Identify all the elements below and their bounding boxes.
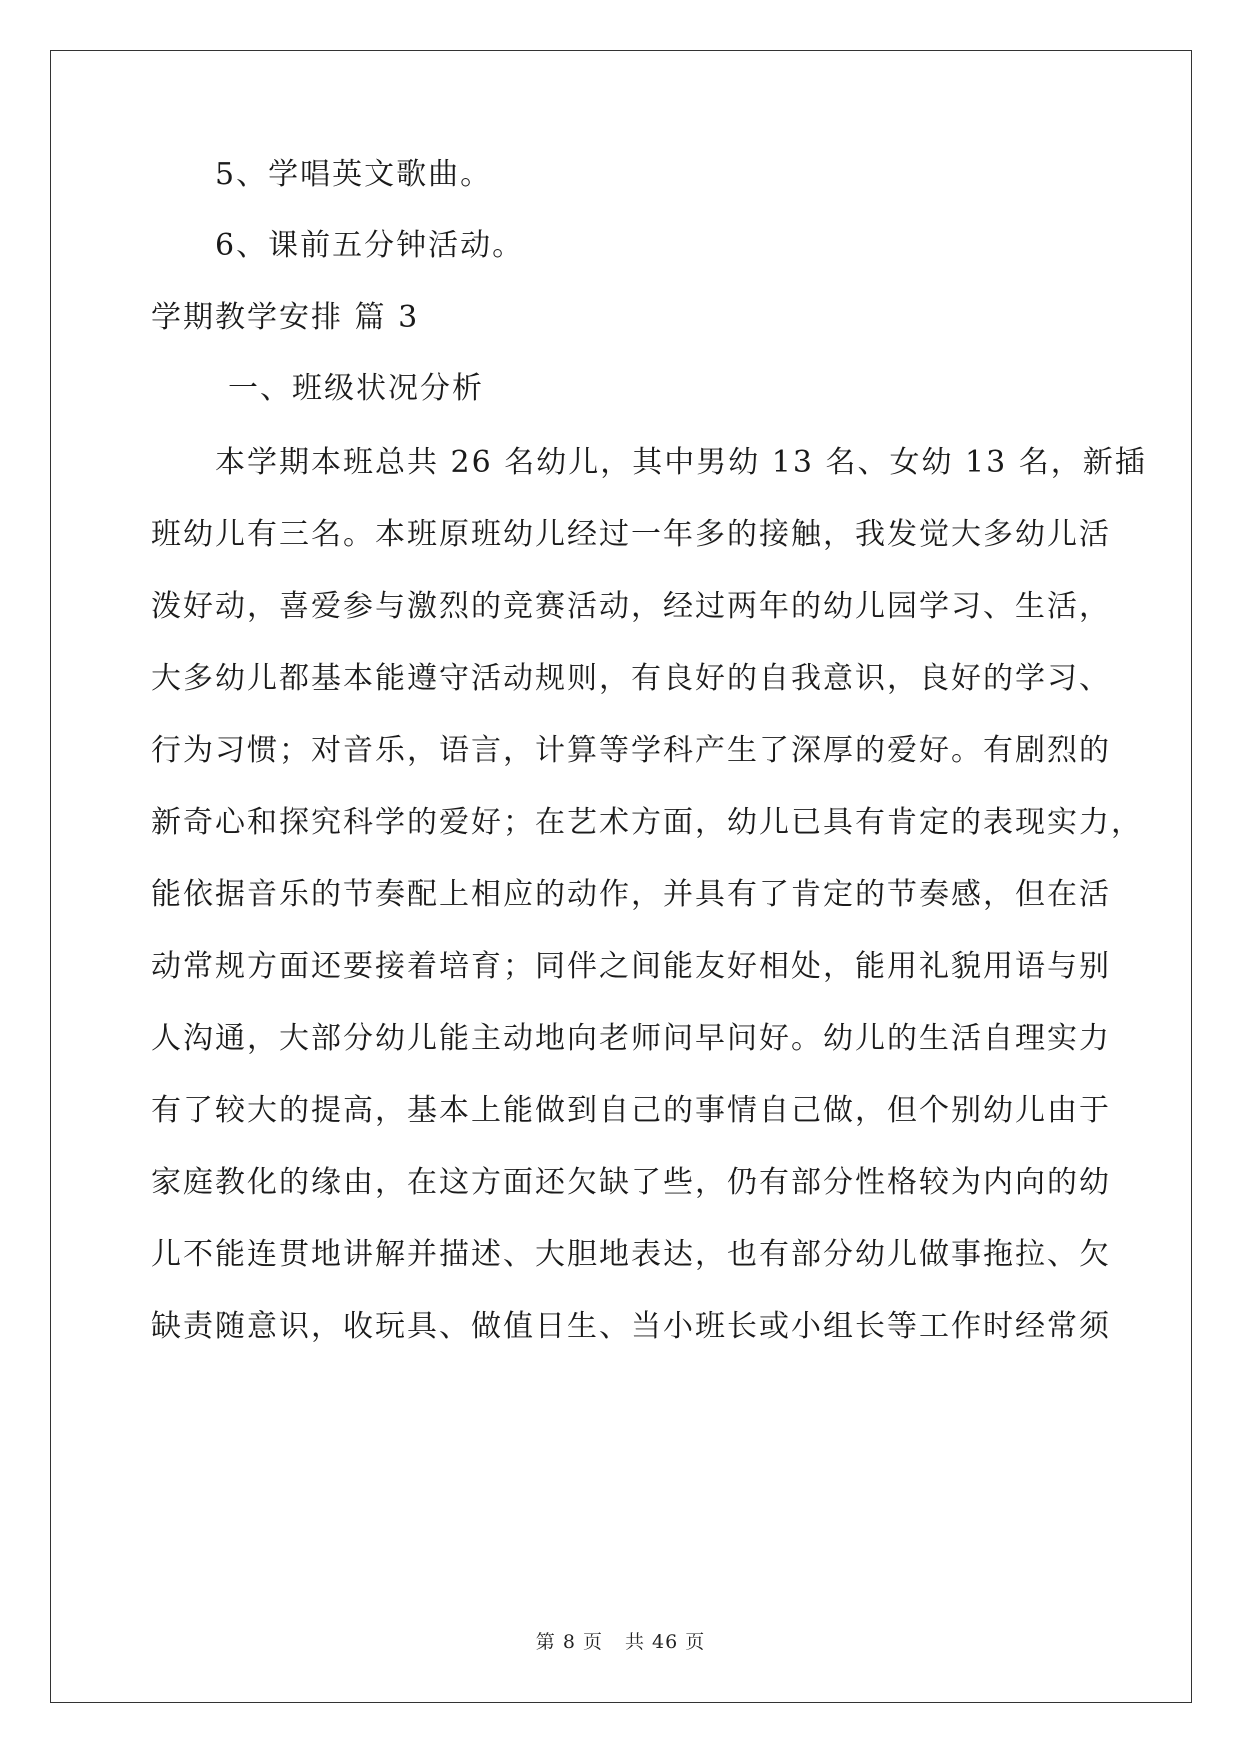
section-title: 学期教学安排 篇 3 [151,300,420,335]
paragraph-line: 行为习惯；对音乐，语言，计算等学科产生了深厚的爱好。有剧烈的 [151,733,1111,768]
paragraph-line: 本学期本班总共 26 名幼儿，其中男幼 13 名、女幼 13 名，新插 [215,445,1147,480]
subheading: 一、班级状况分析 [228,371,484,406]
list-item-6: 6、课前五分钟活动。 [215,228,525,263]
paragraph-line: 班幼儿有三名。本班原班幼儿经过一年多的接触，我发觉大多幼儿活 [151,517,1111,552]
paragraph-line: 人沟通，大部分幼儿能主动地向老师问早问好。幼儿的生活自理实力 [151,1021,1111,1056]
paragraph-line: 泼好动，喜爱参与激烈的竞赛活动，经过两年的幼儿园学习、生活， [151,589,1111,624]
page-number: 第 8 页 [535,1631,603,1653]
list-item-5: 5、学唱英文歌曲。 [215,157,493,192]
paragraph-line: 能依据音乐的节奏配上相应的动作，并具有了肯定的节奏感，但在活 [151,877,1111,912]
paragraph-line: 动常规方面还要接着培育；同伴之间能友好相处，能用礼貌用语与别 [151,949,1111,984]
paragraph-line: 家庭教化的缘由，在这方面还欠缺了些，仍有部分性格较为内向的幼 [151,1165,1111,1200]
page-total: 共 46 页 [624,1631,706,1653]
page-footer [0,1630,1241,1654]
paragraph-line: 缺责随意识，收玩具、做值日生、当小班长或小组长等工作时经常须 [151,1309,1111,1344]
paragraph-line: 大多幼儿都基本能遵守活动规则，有良好的自我意识，良好的学习、 [151,661,1111,696]
paragraph-line: 新奇心和探究科学的爱好；在艺术方面，幼儿已具有肯定的表现实力， [151,805,1143,840]
paragraph-line: 儿不能连贯地讲解并描述、大胆地表达，也有部分幼儿做事拖拉、欠 [151,1237,1111,1272]
paragraph-line: 有了较大的提高，基本上能做到自己的事情自己做，但个别幼儿由于 [151,1093,1111,1128]
